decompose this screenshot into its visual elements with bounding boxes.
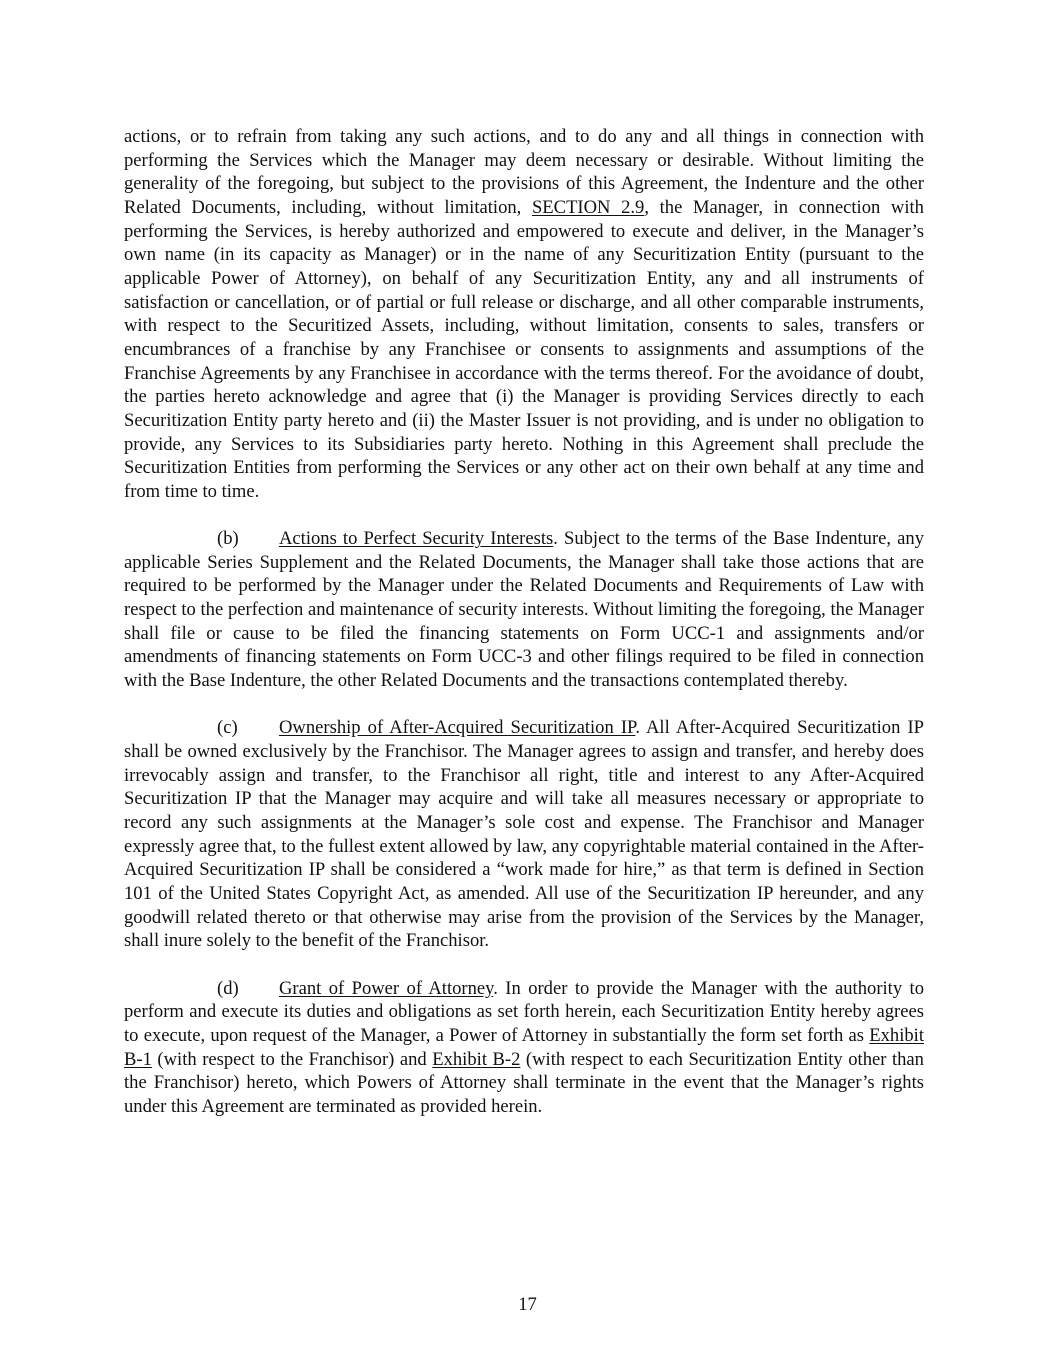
paragraph-b [124,527,924,693]
exhibit-b-2-reference: Exhibit B-2 [432,1048,521,1070]
paragraph-a-text-after: , the Manager, in connection with performing the Services, is hereby authorized and empowered to execute and deliver, in the Manager’s own name (in its capacity as Manager) or in the name of any Securitization Entity (pursuant to the applicable Power of Attorney), on behalf of any Securitization Entity, any and all instruments of satisfaction or cancellation, or of partial or full release or discharge, and all other comparable instruments, with respect to the Securitized Assets, including, without limitation, consents to sales, transfers or encumbrances of a franchise by any Franchisee or consents to assignments and assumptions of the Franchise Agreements by any Franchisee in accordance with the terms thereof. For the avoidance of doubt, the parties hereto acknowledge and agree that (i) the Manager is providing Services directly to each Securitization Entity party hereto and (ii) the Master Issuer is not providing, and is under no obligation to provide, any Services to its Subsidiaries party hereto. Nothing in this Agreement shall preclude the Securitization Entities from performing the Services or any other act on their own behalf at any time and from time to time. [124,196,924,502]
paragraph-d-body-2: (with respect to the Franchisor) and [151,1048,433,1070]
paragraph-d-number: (d) [217,977,239,999]
exhibit-b-1-reference: Exhibit B-1 [124,1024,924,1070]
paragraph-d [124,977,924,1119]
document-page [124,125,924,1142]
paragraph-d-body-3: (with respect to each Securitization Entity other than the Franchisor) hereto, which Powers of Attorney shall terminate in the event that the Manager’s rights under this Agreement are terminated as provided herein. [124,1048,924,1117]
paragraph-a-text-before: actions, or to refrain from taking any such actions, and to do any and all things in connection with performing the Services which the Manager may deem necessary or desirable. Without limiting the generality of the foregoing, but subject to the provisions of this Agreement, the Indenture and the other Related Documents, including, without limitation, [124,126,924,218]
paragraph-b-body: . Subject to the terms of the Base Indenture, any applicable Series Supplement and the Related Documents, the Manager shall take those actions that are required to be performed by the Manager under the Related Documents and Requirements of Law with respect to the perfection and maintenance of security interests. Without limiting the foregoing, the Manager shall file or cause to be filed the financing statements on Form UCC-1 and assignments and/or amendments of financing statements on Form UCC-3 and other filings required to be filed in connection with the Base Indenture, the other Related Documents and the transactions contemplated thereby. [124,528,924,692]
section-2-9-reference: SECTION 2.9 [531,196,645,218]
paragraph-c-body: . All After-Acquired Securitization IP shall be owned exclusively by the Franchisor. The Manager agrees to assign and transfer, and hereby does irrevocably assign and transfer, to the Franchisor all right, title and interest to any After-Acquired Securitization IP that the Manager may acquire and will take all measures necessary or appropriate to record any such assignments at the Manager’s sole cost and expense. The Franchisor and Manager expressly agree that, to the fullest extent allowed by law, any copyrightable material contained in the After-Acquired Securitization IP shall be considered a “work made for hire,” as that term is defined in Section 101 of the United States Copyright Act, as amended. All use of the Securitization IP hereunder, and any goodwill related thereto or that otherwise may arise from the provision of the Services by the Manager, shall inure solely to the benefit of the Franchisor. [124,717,924,952]
paragraph-b-number: (b) [217,528,239,550]
page-number: 17 [518,1294,537,1315]
paragraph-d-heading: Grant of Power of Attorney [279,977,494,999]
paragraph-d-body-1: . In order to provide the Manager with the authority to perform and execute its duties and obligations as set forth herein, each Securitization Entity hereby agrees to execute, upon request of the Manager, a Power of Attorney in substantially the form set forth as [124,977,924,1046]
paragraph-a [124,125,924,504]
paragraph-c [124,716,924,953]
paragraph-c-heading: Ownership of After-Acquired Securitization IP [279,717,636,739]
paragraph-b-heading: Actions to Perfect Security Interests [279,528,554,550]
paragraph-c-number: (c) [217,717,238,739]
